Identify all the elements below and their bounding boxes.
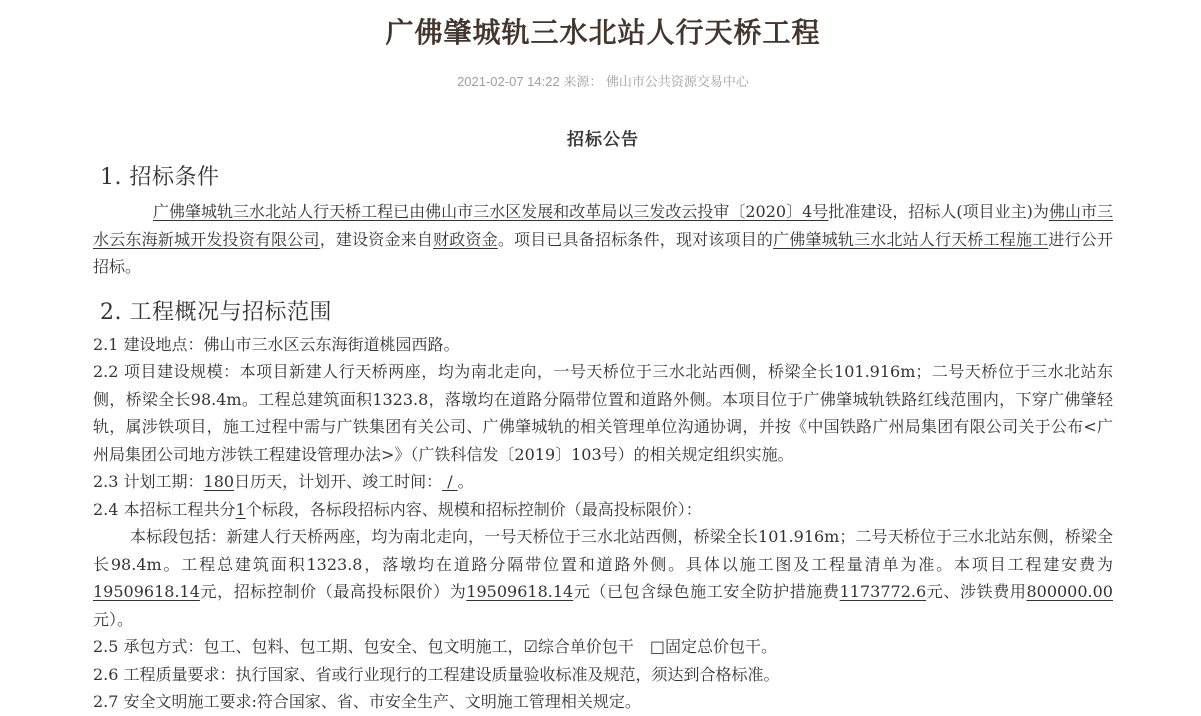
page-title: 广佛肇城轨三水北站人行天桥工程	[385, 17, 821, 48]
meta-line: 2021-02-07 14:22 来源： 佛山市公共资源交易中心	[457, 74, 749, 89]
doc-heading: 招标公告	[567, 130, 639, 150]
item-2-7: 2.7 安全文明施工要求:符合国家、省、市安全生产、文明施工管理相关规定。	[93, 692, 641, 711]
section-1-heading: 1. 招标条件	[100, 165, 220, 190]
item-2-2: 2.2 项目建设规模：本项目新建人行天桥两座，均为南北走向，一号天桥位于三水北站西侧，桥梁全长101.916m；二号天桥位于三水北站东侧，桥梁全长98.4m。工程总建筑面积1323.8，落墩均在道路分隔带位置和道路外侧。本项目位于广佛肇城轨铁路红线范围内，下穿广佛肇轻轨，属涉铁项目，施工过程中需与广铁集团有关公司、广佛肇城轨的相关管理单位沟通协调，并按《中国铁路广州局集团有限公司关于公布<广州局集团公司地方涉铁工程建设管理办法>》（广铁科信发〔2019〕103号）的相关规定组织实施。	[93, 362, 1113, 464]
section-2-items	[93, 331, 1113, 716]
section-2-heading: 2. 工程概况与招标范围	[100, 299, 332, 325]
item-2-4: 2.4 本招标工程共分1个标段，各标段招标内容、规模和招标控制价（最高投标限价）：	[93, 499, 702, 519]
item-2-1: 2.1 建设地点：佛山市三水区云东海街道桃园西路。	[93, 334, 460, 354]
item-2-3: 2.3 计划工期：180日历天，计划开、竣工时间： / 。	[93, 472, 474, 491]
section-1-paragraph: 广佛肇城轨三水北站人行天桥工程已由佛山市三水区发展和改革局以三发改云投审〔2020〕4号批准建设，招标人(项目业主)为佛山市三水云东海新城开发投资有限公司，建设资金来自财政资金。项目已具备招标条件，现对该项目的广佛肇城轨三水北站人行天桥工程施工进行公开招标。	[93, 202, 1113, 276]
item-2-5: 2.5 承包方式：包工、包料、包工期、包安全、包文明施工，☑综合单价包干 □固定总价包干。	[93, 637, 777, 656]
item-2-6: 2.6 工程质量要求：执行国家、省或行业现行的工程建设质量验收标准及规范，须达到合格标准。	[93, 664, 780, 684]
item-2-4-detail: 本标段包括：新建人行天桥两座，均为南北走向，一号天桥位于三水北站西侧，桥梁全长101.916m；二号天桥位于三水北站东侧，桥梁全长98.4m。工程总建筑面积1323.8，落墩均在道路分隔带位置和道路外侧。具体以施工图及工程量清单为准。本项目工程建安费为19509618.14元，招标控制价（最高投标限价）为19509618.14元（已包含绿色施工安全防护措施费1173772.6元、涉铁费用800000.00元）。	[93, 527, 1113, 629]
